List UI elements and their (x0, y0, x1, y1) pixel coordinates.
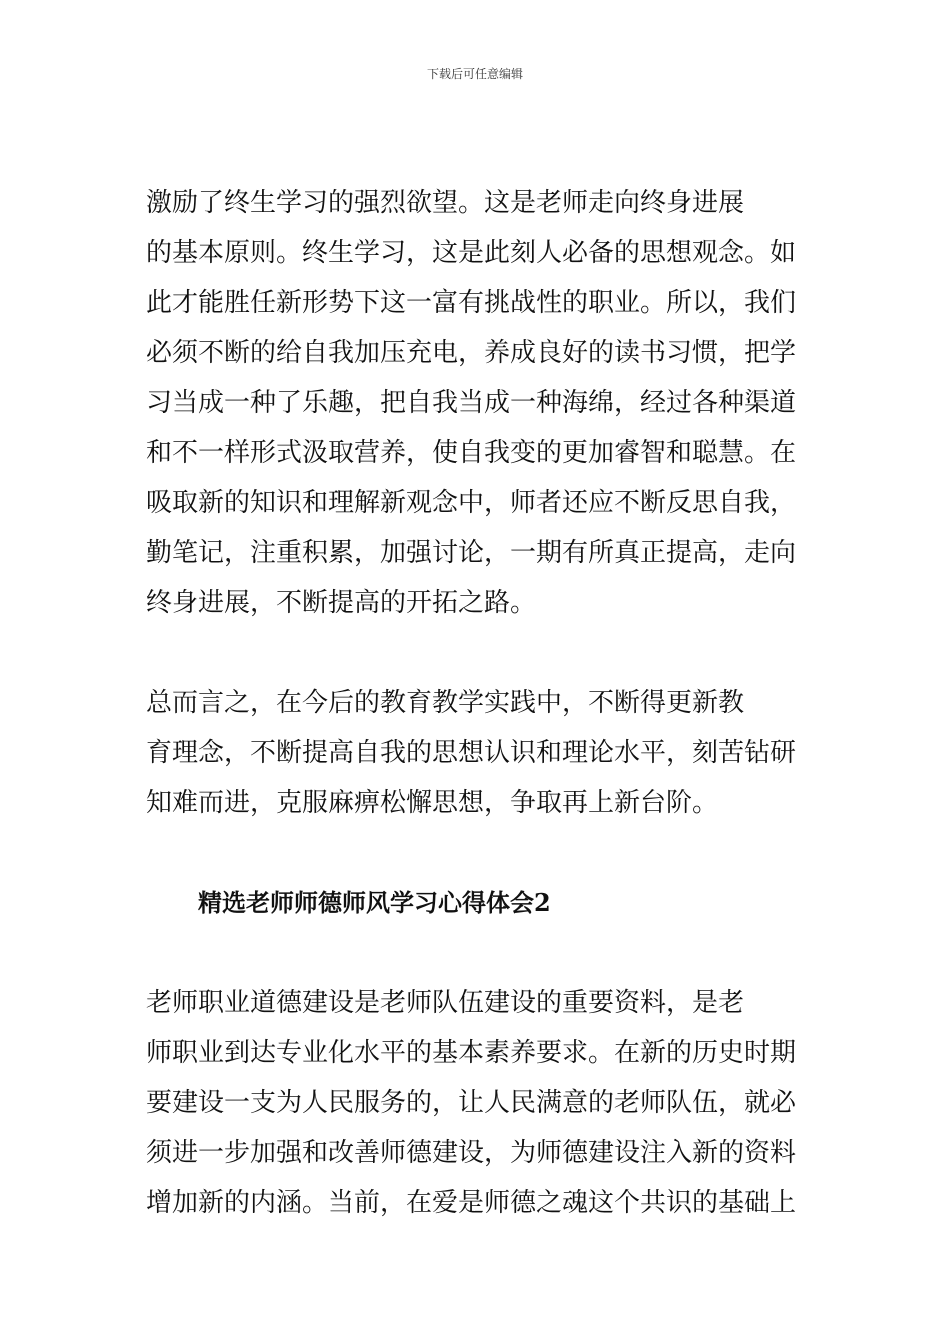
page-header-note: 下载后可任意编辑 (426, 67, 523, 81)
text-line: 和不一样形式汲取营养，使自我变的更加睿智和聪慧。在 (146, 438, 797, 468)
text-line: 知难而进，克服麻痹松懈思想，争取再上新台阶。 (146, 788, 719, 818)
text-line: 总而言之，在今后的教育教学实践中，不断得更新教 (146, 688, 745, 718)
text-line: 师职业到达专业化水平的基本素养要求。在新的历史时期 (146, 1038, 797, 1068)
text-line: 终身进展，不断提高的开拓之路。 (146, 588, 537, 618)
text-line: 要建设一支为人民服务的，让人民满意的老师队伍，就必 (146, 1088, 797, 1118)
text-line: 激励了终生学习的强烈欲望。这是老师走向终身进展 (146, 188, 745, 218)
paragraph-2 (146, 678, 806, 828)
text-line: 老师职业道德建设是老师队伍建设的重要资料，是老 (146, 988, 745, 1018)
document-body (146, 178, 806, 1228)
section-heading: 精选老师师德师风学习心得体会2 (198, 888, 551, 917)
paragraph-1 (146, 178, 806, 628)
text-line: 此才能胜任新形势下这一富有挑战性的职业。所以，我们 (146, 288, 797, 318)
text-line: 吸取新的知识和理解新观念中，师者还应不断反思自我， (146, 488, 797, 518)
text-line: 勤笔记，注重积累，加强讨论，一期有所真正提高，走向 (146, 538, 797, 568)
text-line: 增加新的内涵。当前，在爱是师德之魂这个共识的基础上 (146, 1188, 797, 1218)
text-line: 须进一步加强和改善师德建设，为师德建设注入新的资料 (146, 1138, 797, 1168)
text-line: 必须不断的给自我加压充电，养成良好的读书习惯，把学 (146, 338, 797, 368)
text-line: 育理念，不断提高自我的思想认识和理论水平，刻苦钻研 (146, 738, 797, 768)
text-line: 习当成一种了乐趣，把自我当成一种海绵，经过各种渠道 (146, 388, 797, 418)
paragraph-3 (146, 978, 806, 1228)
text-line: 的基本原则。终生学习，这是此刻人必备的思想观念。如 (146, 238, 797, 268)
